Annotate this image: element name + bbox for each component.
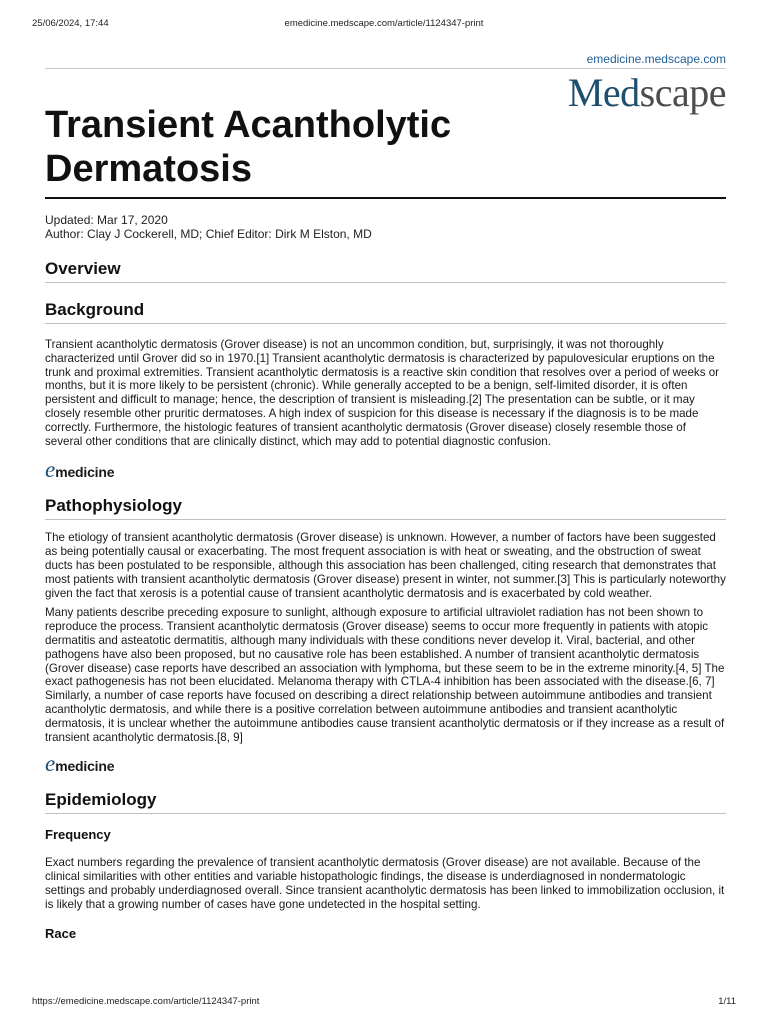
article-page — [45, 50, 726, 942]
section-background-heading: Background — [45, 300, 726, 324]
race-heading: Race — [45, 925, 77, 941]
pathophysiology-paragraph-1: The etiology of transient acantholytic dermatosis (Grover disease) is unknown. However, a number of factors have been suggested as being potentially causal or exacerbating. The most frequent association is with heat or sweating, and the obstruction of sweat ducts has been postulated to be responsible, although this association has been challenged, citing research that demonstrates that most patients with transient acantholytic dermatosis (Grover disease) present in winter, not summer.[3] This is particularly noteworthy given the fact that xerosis is a potential cause of transient acantholytic dermatosis and is exacerbated by cold weather. — [45, 531, 726, 600]
footer-url: https://emedicine.medscape.com/article/1124347-print — [32, 996, 260, 1007]
section-epidemiology-heading: Epidemiology — [45, 790, 726, 814]
print-footer — [32, 996, 736, 1010]
background-paragraph: Transient acantholytic dermatosis (Grover disease) is not an uncommon condition, but, surprisingly, it was not thoroughly characterized until Grover did so in 1970.[1] Transient acantholytic dermatosis is characterized by papulovesicular eruptions on the trunk and proximal extremities. Transient acantholytic dermatosis is a reactive skin condition that resolves over a period of weeks or months, but it is more likely to be persistent (chronic). While generally accepted to be a benign, self-limited disorder, it is often persistent and difficult to manage; hence, the description of transient is misleading.[2] The presentation can be subtle, or it may closely resemble other pruritic dermatoses. A high index of suspicion for this disease is necessary if the diagnosis is to be made correctly. Furthermore, the histologic features of transient acantholytic dermatosis (Grover disease) closely resemble those of several other conditions that are clinically distinct, which may add to potential diagnostic confusion. — [45, 338, 720, 448]
emedicine-logo: emedicine — [45, 457, 115, 483]
section-pathophysiology-heading: Pathophysiology — [45, 496, 726, 520]
frequency-heading: Frequency — [45, 827, 111, 843]
title-divider — [45, 197, 726, 199]
pathophysiology-paragraph-2: Many patients describe preceding exposure to sunlight, although exposure to artificial ultraviolet radiation has not been shown to reproduce the process. Transient acantholytic dermatosis (Grover disease) seems to occur more frequently in patients with atopic dermatitis and asteatotic dermatitis, although many individuals with these conditions never develop it. Viral, bacterial, and other pathogens have also been proposed, but no causative role has been established. A number of transient acantholytic dermatosis (Grover disease) case reports have described an association with lymphoma, but these seem to be in the extreme minority.[4, 5] The exact pathogenesis has not been elucidated. Melanoma therapy with CTLA-4 inhibition has been associated with the disease.[6, 7] Similarly, a number of case reports have focused on describing a direct relationship between autoimmune antibodies and transient acantholytic dermatosis, and while there is a positive correlation between autoimmune antibodies and transient acantholytic dermatosis, it is unclear whether the autoimmune antibodies cause transient acantholytic dermatosis or if they increase as a result of transient acantholytic dermatosis.[8, 9] — [45, 606, 725, 744]
updated-date: Updated: Mar 17, 2020 — [45, 213, 168, 227]
site-link[interactable]: emedicine.medscape.com — [586, 52, 726, 66]
medscape-logo[interactable]: Medscape — [567, 70, 726, 115]
article-title: Transient Acantholytic Dermatosis — [45, 104, 452, 190]
page-number: 1/11 — [718, 996, 736, 1007]
emedicine-logo: emedicine — [45, 751, 115, 777]
frequency-paragraph: Exact numbers regarding the prevalence of transient acantholytic dermatosis (Grover disease) are not available. Because of the clinical similarities with other entities and variable histopathologic findings, the disease is underdiagnosed in nondermatologic settings and probably underdiagnosed overall. Since transient acantholytic dermatosis has been linked to immobilization occlusion, it is likely that a growing number of cases have gone undetected in the hospital setting. — [45, 856, 725, 911]
article-meta — [45, 213, 726, 241]
section-overview-heading: Overview — [45, 259, 726, 283]
print-datetime: 25/06/2024, 17:44 — [32, 18, 109, 29]
author-line: Author: Clay J Cockerell, MD; Chief Editor: Dirk M Elston, MD — [45, 227, 372, 241]
top-divider — [45, 68, 726, 69]
print-url: emedicine.medscape.com/article/1124347-print — [284, 18, 484, 29]
print-header — [32, 18, 736, 32]
